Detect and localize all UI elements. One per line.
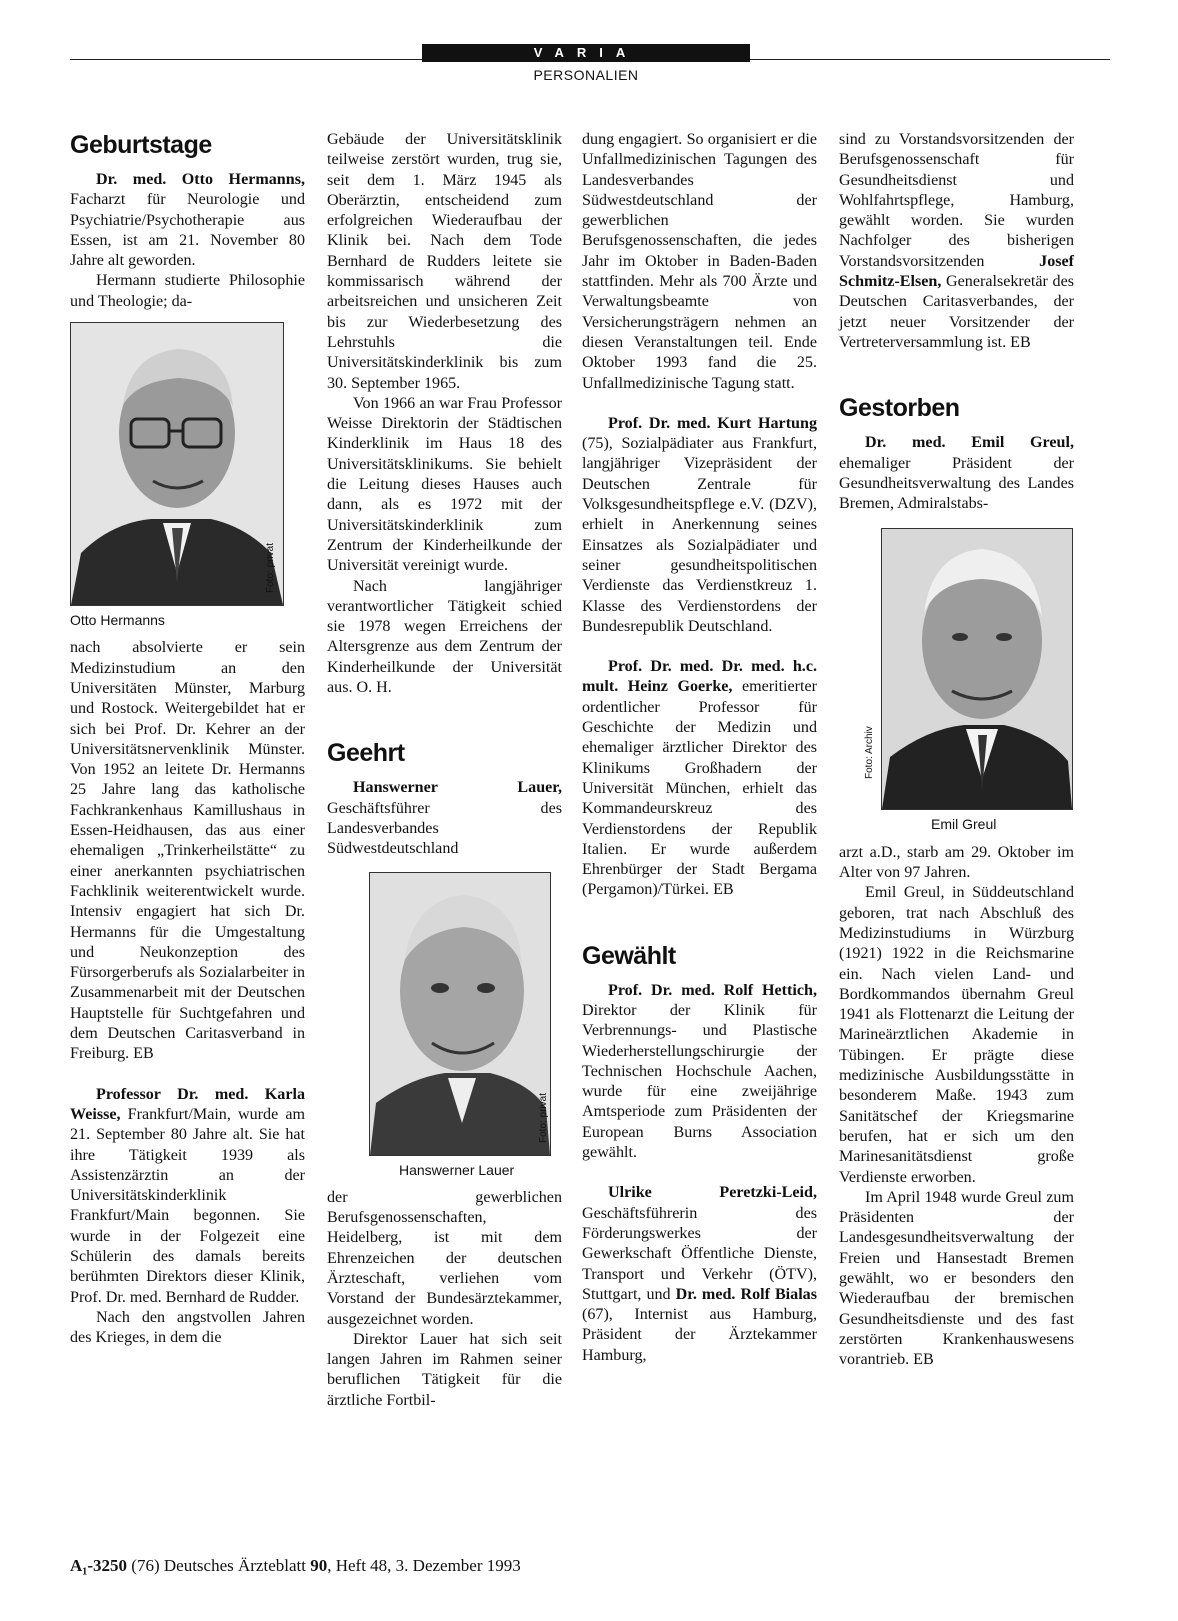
- photo-credit: Foto: Archiv: [864, 726, 875, 780]
- column-3: [582, 130, 817, 1366]
- paragraph: Prof. Dr. med. Kurt Hartung (75), Sozialpädiater aus Frankfurt, langjähriger Vizepräsident der Deutschen Zentrale für Volksgesundheitspflege e.V. (DZV), erhielt in Anerkennung seines Einsatzes als Sozialpädiater und seiner gesundheitspolitischen Verdienste das Verdienstkreuz 1. Klasse des Verdienstordens der Bundesrepublik Deutschland.: [582, 414, 817, 635]
- paragraph: der gewerblichen Berufsgenossenschaften, Heidelberg, ist mit dem Ehrenzeichen der deutschen Ärzteschaft, verliehen vom Vorstand der Bundesärztekammer, ausgezeichnet worden.: [327, 1188, 562, 1328]
- paragraph: dung engagiert. So organisiert er die Unfallmedizinischen Tagungen des Landesverbandes Südwestdeutschland der gewerblichen Berufsgenossenschaften, die jedes Jahr im Oktober in Baden-Baden stattfinden. Mehr als 700 Ärzte und Verwaltungsbeamte von Versicherungsträgern nehmen an diesen Veranstaltungen teil. Ende Oktober 1993 fand die 25. Unfallmedizinische Tagung statt.: [582, 131, 817, 392]
- heading-gewaehlt: Gewählt: [582, 941, 676, 970]
- paragraph: sind zu Vorstandsvorsitzenden der Berufsgenossenschaft für Gesundheitsdienst und Wohlfahrtspflege, Hamburg, gewählt worden. Sie wurden Nachfolger des bisherigen Vorstandsvorsitzenden Josef Schmitz-Elsen, Generalsekretär des Deutschen Caritasverbandes, der jetzt neuer Vorsitzender der Vertreterversammlung ist. EB: [839, 131, 1074, 351]
- paragraph: Emil Greul, in Süddeutschland geboren, trat nach Abschluß des Medizinstudiums in Würzburg (1921) 1922 in die Reichsmarine ein. Nach vielen Land- und Bordkommandos übernahm Greul 1941 als Flottenarzt die Leitung der Marineärztlichen Akademie in Tübingen. Er prägte diese medizinische Ausbildungsstätte in besonderem Maße. 1943 zum Sanitätschef der Kriegsmarine berufen, hat er sich um den Marinesanitätsdienst große Verdienste erworben.: [839, 884, 1074, 1186]
- heading-gestorben: Gestorben: [839, 394, 960, 423]
- photo-otto-hermanns: [70, 322, 284, 606]
- photo-block-hermanns: [70, 322, 305, 630]
- column-4: [839, 130, 1074, 1370]
- subsection-label: PERSONALIEN: [533, 67, 639, 83]
- paragraph: Von 1966 an war Frau Professor Weisse Direktorin der Städtischen Kinderklinik im Haus 18 des Universitätsklinikums. Sie behielt die Leitung dieses Hauses auch dann, als es 1972 mit der Universitätskinderklinik zum Zentrum der Kinderheilkunde der Universität vereinigt wurde.: [327, 394, 562, 575]
- heading-geburtstage: Geburtstage: [70, 131, 212, 159]
- column-1: [70, 130, 305, 1348]
- photo-caption: Hanswerner Lauer: [399, 1161, 515, 1178]
- photo-credit: Foto: privat: [265, 543, 276, 594]
- heading-geehrt: Geehrt: [327, 739, 405, 768]
- paragraph: Hermann studierte Philosophie und Theologie; da-: [70, 272, 305, 310]
- paragraph: Hanswerner Lauer, Geschäftsführer des Landesverbandes Südwestdeutschland: [327, 779, 562, 858]
- photo-emil-greul: [864, 528, 1073, 810]
- photo-caption: Emil Greul: [931, 816, 997, 833]
- paragraph: Dr. med. Otto Hermanns, Facharzt für Neurologie und Psychiatrie/Psychotherapie aus Essen, ist am 21. November 80 Jahre alt geworden.: [70, 171, 305, 270]
- photo-hanswerner-lauer: [369, 872, 551, 1156]
- paragraph: arzt a.D., starb am 29. Oktober im Alter von 97 Jahren.: [839, 843, 1074, 882]
- section-label: VARIA: [422, 44, 750, 62]
- page-footer: A₁-3250 (76) Deutsches Ärzteblatt 90, Heft 48, 3. Dezember 1993: [70, 1556, 521, 1575]
- paragraph: Direktor Lauer hat sich seit langen Jahren im Rahmen seiner beruflichen Tätigkeit für die ärztliche Fortbil-: [327, 1330, 562, 1409]
- volume: 90: [310, 1556, 328, 1575]
- paragraph: Ulrike Peretzki-Leid, Geschäftsführerin des Förderungswerkes der Gewerkschaft Öffentliche Dienste, Transport und Verkehr (ÖTV), Stuttgart, und Dr. med. Rolf Bialas (67), Internist aus Hamburg, Präsident der Ärztekammer Hamburg,: [582, 1184, 817, 1364]
- paragraph: Professor Dr. med. Karla Weisse, Frankfurt/Main, wurde am 21. September 80 Jahre alt. Sie hat ihre Tätigkeit 1939 als Assistenzärztin an der Universitätskinderklinik Frankfurt/Main begonnen. Sie wurde in der Folgezeit eine Schülerin des damals bereits berühmten Direktors dieser Klinik, Prof. Dr. med. Bernhard de Rudder.: [70, 1085, 305, 1306]
- paragraph: Prof. Dr. med. Rolf Hettich, Direktor der Klinik für Verbrennungs- und Plastische Wiederherstellungschirurgie der Technischen Hochschule Aachen, wurde für eine zweijährige Amtsperiode zum Präsidenten der European Burns Association gewählt.: [582, 981, 817, 1162]
- page-id: A₁-3250: [70, 1556, 128, 1575]
- photo-credit: Foto: privat: [538, 1092, 549, 1143]
- photo-block-lauer: [369, 872, 562, 1180]
- paragraph: Nach langjähriger verantwortlicher Tätigkeit schied sie 1978 wegen Erreichens der Altersgrenze aus dem Zentrum der Kinderheilkunde der Universität aus. O. H.: [327, 577, 562, 697]
- paragraph: Prof. Dr. med. Dr. med. h.c. mult. Heinz Goerke, emeritierter ordentlicher Professor für Geschichte der Medizin und ehemaliger ärztlicher Direktor des Klinikums Großhadern der Universität München, erhielt das Kommandeurskreuz des Verdienstordens der Republik Italien. Er wurde außerdem Ehrenbürger der Stadt Bergama (Pergamon)/Türkei. EB: [582, 658, 818, 899]
- paragraph: Gebäude der Universitätsklinik teilweise zerstört wurden, trug sie, seit dem 1. März 1945 als Oberärztin, entscheidend zum erfolgreichen Wiederaufbau der Klinik bei. Nach dem Tode Bernhard de Rudders leitete sie kommissarisch während der arbeitsreichen und unsicheren Zeit bis zur Wiederbesetzung des Lehrstuhls die Universitätskinderklinik bis zum 30. September 1965.: [327, 131, 562, 392]
- column-2: [327, 130, 562, 1411]
- paragraph: Im April 1948 wurde Greul zum Präsidenten der Landesgesundheitsverwaltung der Freien und Hansestadt Bremen gewählt, wo er besonders den Wiederaufbau der bremischen Gesundheitsdienste und des fast zerstörten Krankenhauswesens vorantrieb. EB: [839, 1188, 1074, 1369]
- paragraph: Nach den angstvollen Jahren des Krieges, in dem die: [70, 1308, 305, 1347]
- photo-block-greul: [864, 528, 1074, 834]
- paragraph: Dr. med. Emil Greul, ehemaliger Präsident der Gesundheitsverwaltung des Landes Bremen, Admiralstabs-: [839, 434, 1074, 513]
- paragraph: nach absolvierte er sein Medizinstudium an den Universitäten Münster, Marburg und Rostock. Weitergebildet hat er sich bei Prof. Dr. Kehrer an der Universitätsnervenklinik Münster. Von 1952 an leitete Dr. Hermanns 25 Jahre lang das katholische Fachkrankenhaus Kamillushaus in Essen-Heidhausen, das aus einer ehemaligen „Trinkerheilstätte“ zu einer anerkannten psychiatrischen Fachklinik weiterentwickelt wurde. Intensiv engagiert hat sich Dr. Hermanns für die Umgestaltung und Neukonzeption des Fürsorgerberufs als Sozialarbeiter in Zusammenarbeit mit der Deutschen Hauptstelle für Suchtgefahren und dem Deutschen Caritasverband in Freiburg. EB: [70, 639, 305, 1063]
- photo-caption: Otto Hermanns: [70, 612, 165, 629]
